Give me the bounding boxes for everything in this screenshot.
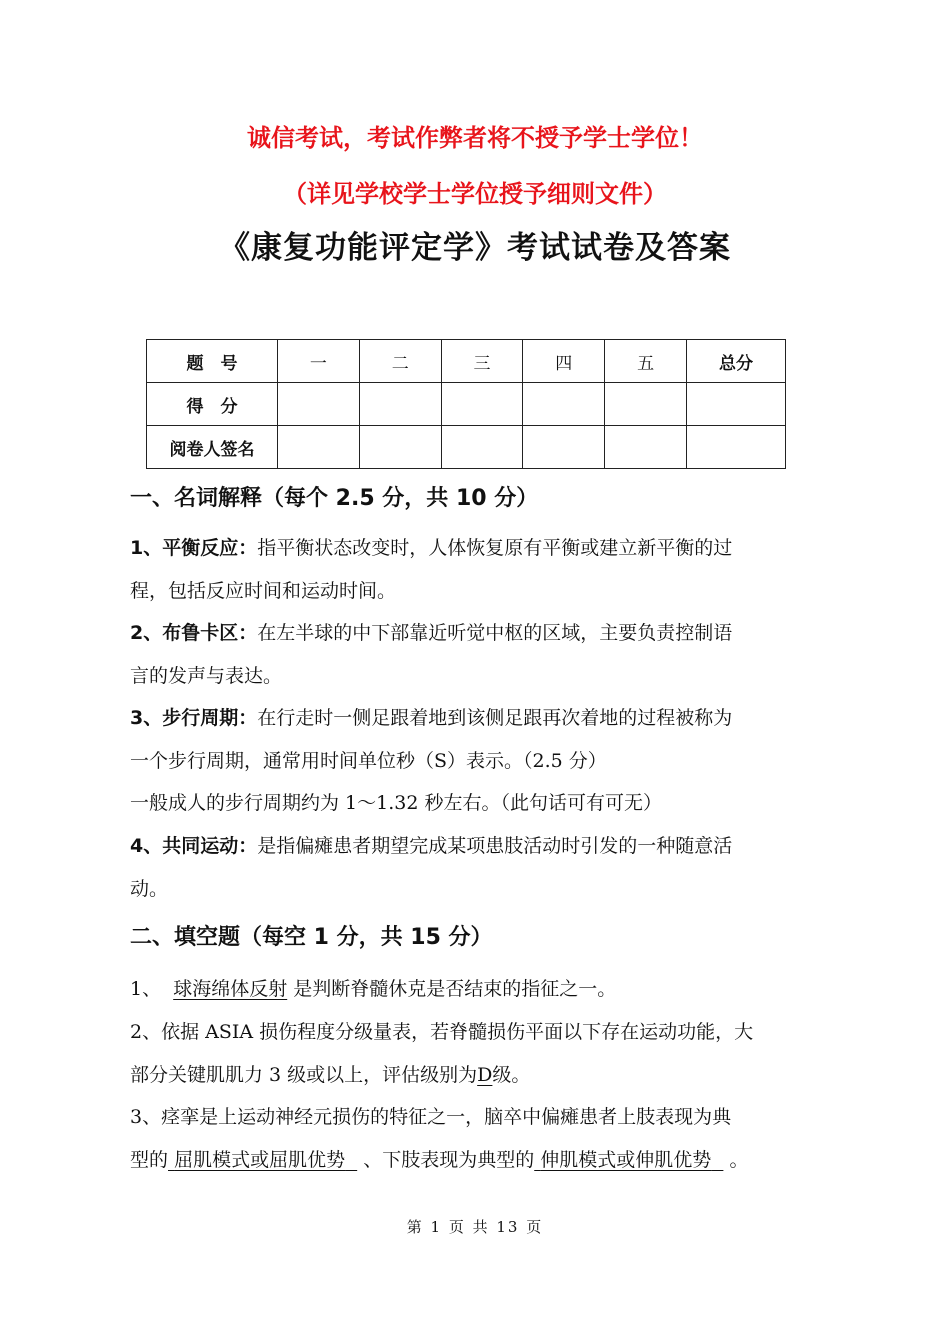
fill-in-question: 3、痉挛是上运动神经元损伤的特征之一，脑卒中偏瘫患者上肢表现为典 型的 屈肌模式或屈肌优势 、下肢表现为典型的 伸肌模式或伸肌优势 。 — [130, 1106, 749, 1171]
definition-text: 一个步行周期，通常用时间单位秒（S）表示。（2.5 分） — [130, 750, 607, 772]
section-heading-definitions: 一、名词解释（每个 2.5 分，共 10 分） — [130, 486, 539, 511]
definition-text: 在行走时一侧足跟着地到该侧足跟再次着地的过程被称为 — [257, 707, 733, 729]
score-table-header-cell: 总分 — [687, 340, 786, 383]
score-cell — [687, 383, 786, 426]
definition-text: 在左半球的中下部靠近听觉中枢的区域，主要负责控制语 — [257, 622, 733, 644]
definition-note: 一般成人的步行周期约为 1～1.32 秒左右。（此句话可有可无） — [130, 792, 662, 814]
page-number: 第 1 页 共 13 页 — [406, 1218, 544, 1236]
integrity-warning: 诚信考试，考试作弊者将不授予学士学位！ — [247, 124, 703, 152]
score-row-label: 得 分 — [147, 383, 278, 426]
score-cell — [359, 383, 441, 426]
score-table-header-cell: 四 — [523, 340, 605, 383]
definition-term: 2、布鲁卡区： — [130, 622, 258, 644]
score-table-header-row — [147, 340, 786, 383]
definition-text: 程，包括反应时间和运动时间。 — [130, 580, 397, 602]
definition-term: 3、步行周期： — [130, 707, 258, 729]
answer-blank: 屈肌模式或屈肌优势 — [174, 1149, 346, 1171]
grader-cell — [605, 426, 687, 469]
grader-cell — [523, 426, 605, 469]
grader-row-label: 阅卷人签名 — [147, 426, 278, 469]
score-table-score-row — [147, 383, 786, 426]
answer-blank: 伸肌模式或伸肌优势 — [540, 1149, 712, 1171]
fill-in-question: 2、依据 ASIA 损伤程度分级量表，若脊髓损伤平面以下存在运动功能，大 部分关键肌肌力 3 级或以上，评估级别为D级。 — [130, 1021, 754, 1086]
score-table-header-cell: 题 号 — [147, 340, 278, 383]
score-table — [146, 339, 786, 469]
grader-cell — [441, 426, 523, 469]
score-table-header-cell: 五 — [605, 340, 687, 383]
definition-item — [130, 612, 830, 698]
definition-text: 动。 — [130, 878, 169, 900]
definition-text: 是指偏瘫患者期望完成某项患肢活动时引发的一种随意活 — [257, 835, 733, 857]
definition-item — [130, 697, 830, 783]
fill-in-question: 1、 球海绵体反射 是判断脊髓休克是否结束的指征之一。 — [130, 978, 617, 1000]
score-table-header-cell: 三 — [441, 340, 523, 383]
definition-text: 言的发声与表达。 — [130, 665, 283, 687]
definition-item — [130, 825, 830, 911]
section-heading-fill-in: 二、填空题（每空 1 分，共 15 分） — [130, 925, 493, 950]
score-table-grader-row — [147, 426, 786, 469]
answer-blank: 球海绵体反射 — [173, 978, 288, 1000]
definition-text: 指平衡状态改变时，人体恢复原有平衡或建立新平衡的过 — [257, 537, 733, 559]
definition-term: 4、共同运动： — [130, 835, 258, 857]
score-cell — [441, 383, 523, 426]
grader-cell — [687, 426, 786, 469]
page-title: 《康复功能评定学》考试试卷及答案 — [219, 230, 731, 266]
score-cell — [523, 383, 605, 426]
grader-cell — [278, 426, 360, 469]
grader-cell — [359, 426, 441, 469]
score-table-header-cell: 二 — [359, 340, 441, 383]
definition-term: 1、平衡反应： — [130, 537, 258, 559]
answer-blank: D — [477, 1064, 493, 1086]
score-cell — [278, 383, 360, 426]
definition-item — [130, 527, 830, 613]
score-table-header-cell: 一 — [278, 340, 360, 383]
integrity-warning-reference: （详见学校学士学位授予细则文件） — [283, 180, 667, 208]
score-cell — [605, 383, 687, 426]
